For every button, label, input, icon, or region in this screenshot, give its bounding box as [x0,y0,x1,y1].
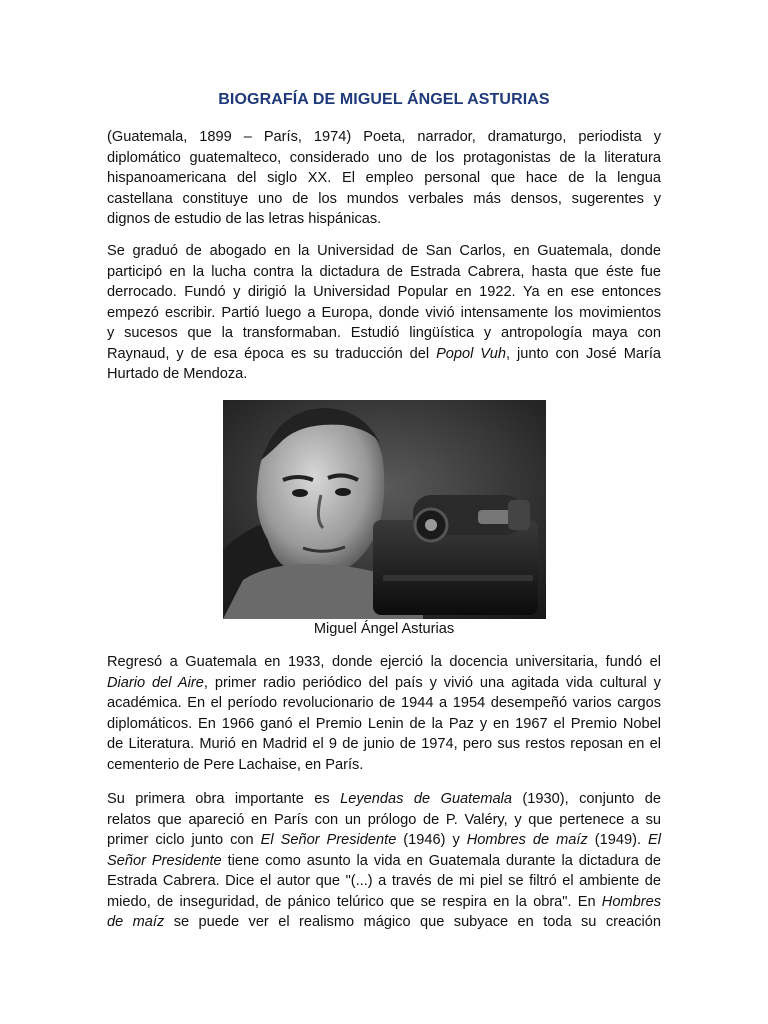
text-line: participó en la lucha contra la dictadura de Estrada Cabrera, hasta que éste fue [107,263,661,280]
text-line: miedo, de inseguridad, de pánico telúrico que se respira en la obra". En Hombres [107,893,661,910]
paragraph-education [107,241,661,385]
photo-caption: Miguel Ángel Asturias [313,621,455,637]
text-line: castellana constituye uno de los mundos verbales más densos, sugerentes y [107,190,661,207]
text-line: académica. En el período revolucionario de 1944 a 1954 desempeñó varios cargos [107,695,661,711]
text-line: Hurtado de Mendoza. [107,366,248,382]
paragraph-intro [107,127,661,230]
text-line: relatos que apareció en París con un prólogo de P. Valéry, y que pertenece a su [107,811,661,828]
text-line: (Guatemala, 1899 – París, 1974) Poeta, narrador, dramaturgo, periodista y [107,129,661,145]
paragraph-return [107,652,661,775]
author-photo-illustration [223,400,546,619]
text-line: de maíz se puede ver el realismo mágico que subyace en toda su creación [107,914,661,930]
text-line: Señor Presidente tiene como asunto la vida en Guatemala durante la dictadura de [107,852,661,869]
text-line: diplomáticos. En 1966 ganó el Premio Lenin de la Paz y en 1967 el Premio Nobel [107,715,661,732]
text-line: Estrada Cabrera. Dice el autor que "(...) a través de mi piel se filtró el ambiente de [107,873,661,889]
text-line: dignos de estudio de las letras hispánicas. [107,211,382,227]
paragraph-works [107,789,661,933]
text-line: y sucesos que la transformaban. Estudió lingüística y antropología maya con [107,325,661,341]
author-photo [223,400,546,619]
text-line: cementerio de Pere Lachaise, en París. [107,756,364,773]
text-line: Se graduó de abogado en la Universidad de San Carlos, en Guatemala, donde [107,243,661,259]
text-line: Diario del Aire, primer radio periódico del país y vivió una agitada vida cultural y [107,674,661,691]
text-line: derrocado. Fundó y dirigió la Universidad Popular en 1922. Ya en ese entonces [107,284,661,300]
text-line: empezó escribir. Partió luego a Europa, donde vivió intensamente los movimientos [107,304,661,321]
text-line: diplomático guatemalteco, considerado uno de los protagonistas de la literatura [107,149,661,166]
text-line: hispanoamericana del siglo XX. El empleo personal que hace de la lengua [107,170,661,186]
text-line: primer ciclo junto con El Señor Presidente (1946) y Hombres de maíz (1949). El [107,832,661,848]
text-line: de Literatura. Murió en Madrid el 9 de junio de 1974, pero sus restos reposan en el [107,736,661,752]
text-line: Su primera obra importante es Leyendas de Guatemala (1930), conjunto de [107,791,661,807]
document-title: BIOGRAFÍA DE MIGUEL ÁNGEL ASTURIAS [218,91,550,108]
text-line: Regresó a Guatemala en 1933, donde ejerció la docencia universitaria, fundó el [107,654,661,670]
text-line: Raynaud, y de esa época es su traducción del Popol Vuh, junto con José María [107,345,661,362]
